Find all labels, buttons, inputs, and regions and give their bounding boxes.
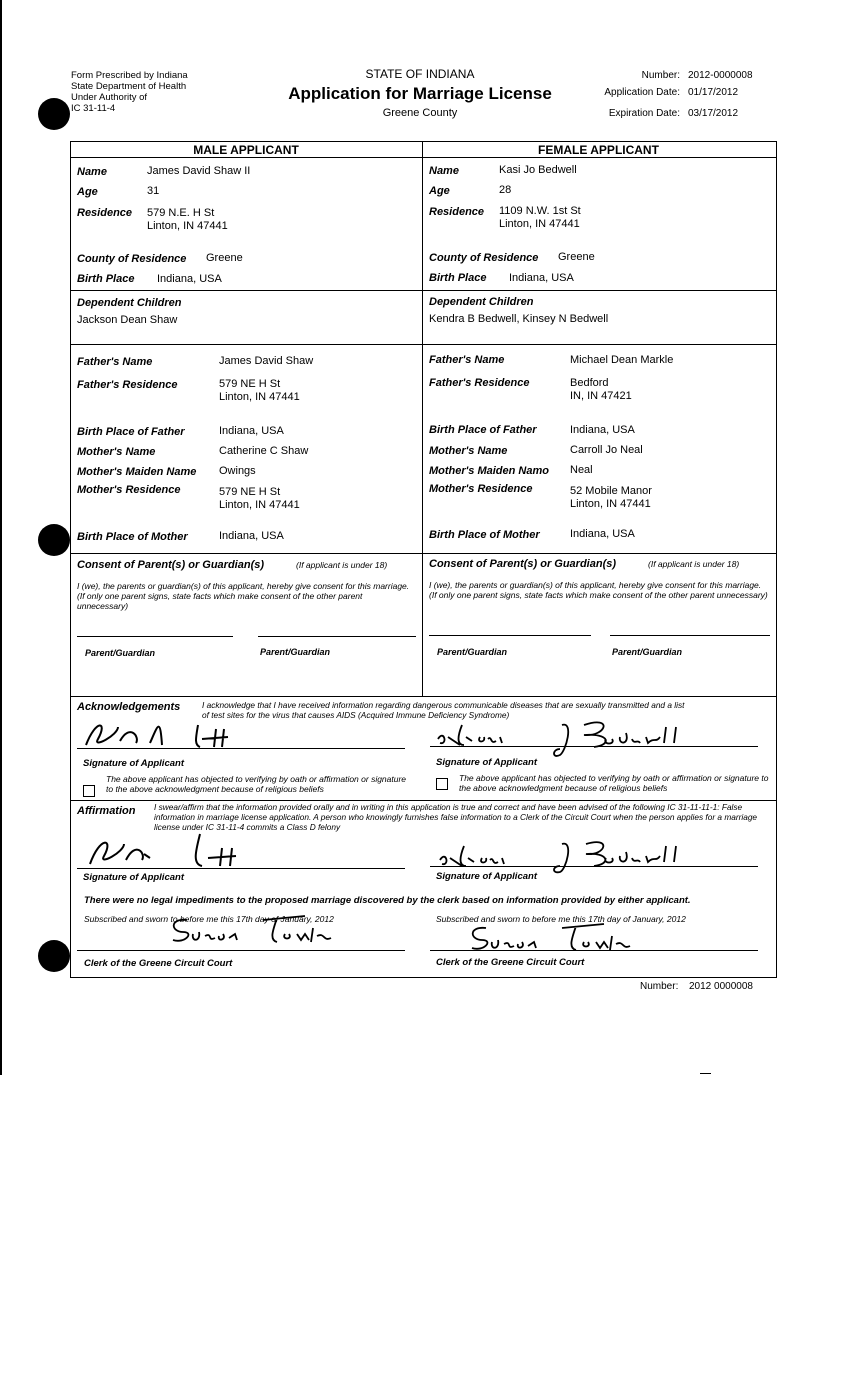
section-divider-3	[70, 553, 776, 554]
section-divider-1	[70, 290, 776, 291]
female-consent-text: I (we), the parents or guardian(s) of this applicant, hereby give consent for this marriage. (If only one parent signs, state facts which make consent of the other parent unnecessary)	[429, 580, 768, 600]
female-ack-sig-label: Signature of Applicant	[436, 757, 537, 768]
county-name: Greene County	[382, 107, 458, 119]
app-date-label: Application Date:	[604, 87, 680, 98]
male-consent-text: I (we), the parents or guardian(s) of this applicant, hereby give consent for this marriage. (If only one parent signs, state facts which make consent of the other parent unnecessary)	[77, 581, 410, 611]
female-birth-father-label: Birth Place of Father	[429, 424, 537, 436]
female-parent-line-1	[429, 635, 591, 636]
male-father-res-label: Father's Residence	[77, 379, 178, 391]
female-consent-label: Consent of Parent(s) or Guardian(s)	[429, 558, 617, 570]
male-mother-name-value: Catherine C Shaw	[219, 445, 309, 457]
male-father-res-line-1: 579 NE H St	[219, 378, 281, 390]
male-affirm-sig-label: Signature of Applicant	[83, 872, 184, 883]
female-clerk-label: Clerk of the Greene Circuit Court	[436, 957, 585, 968]
female-father-res-line-2: IN, IN 47421	[570, 390, 632, 402]
female-subscribed-text: Subscribed and sworn to before me this 17th day of January, 2012	[436, 914, 686, 924]
male-affirm-sig-line	[77, 868, 405, 869]
female-mother-res-line-2: Linton, IN 47441	[570, 498, 651, 510]
female-dependent-label: Dependent Children	[429, 296, 534, 308]
stray-mark	[700, 1073, 711, 1074]
female-father-name-label: Father's Name	[429, 354, 505, 366]
female-affirm-sig-label: Signature of Applicant	[436, 871, 537, 882]
male-parent-line-2	[258, 636, 416, 637]
female-county-value: Greene	[558, 251, 595, 263]
male-mother-maiden-value: Owings	[219, 465, 256, 477]
female-county-label: County of Residence	[429, 252, 539, 264]
female-affirm-sig-line	[430, 866, 758, 867]
male-ack-sig-label: Signature of Applicant	[83, 758, 184, 769]
number-label: Number:	[641, 70, 680, 81]
affirmation-label: Affirmation	[77, 805, 136, 817]
male-ack-sig-line	[77, 748, 405, 749]
male-mother-res-label: Mother's Residence	[77, 484, 181, 496]
footer-number-value: 2012 0000008	[689, 981, 753, 992]
ack-text-line-1: I acknowledge that I have received information regarding dangerous communicable diseases that are sexually transmitted and a list	[202, 700, 685, 710]
male-mother-res-line-1: 579 NE H St	[219, 486, 281, 498]
section-divider-4	[70, 696, 776, 697]
male-age-label: Age	[77, 186, 98, 198]
female-residence-line-2: Linton, IN 47441	[499, 218, 580, 230]
prescribed-line-4: IC 31-11-4	[71, 103, 116, 114]
female-objected-checkbox[interactable]	[436, 778, 448, 790]
male-mother-res-line-2: Linton, IN 47441	[219, 499, 300, 511]
male-birthplace-value: Indiana, USA	[157, 273, 222, 285]
male-age-value: 31	[147, 185, 160, 197]
female-name-label: Name	[429, 165, 459, 177]
exp-date-value: 03/17/2012	[688, 108, 739, 119]
female-parent-guardian-2: Parent/Guardian	[612, 647, 683, 657]
female-residence-label: Residence	[429, 206, 485, 218]
affirmation-text: I swear/affirm that the information provided orally and in writing in this application is true and correct and have been advised of the following IC 31-11-11-1: False information in marriage license application. A person who knowingly furnishes false information to a Clerk of the Circuit Court when the person applies for a marriage license under IC 31-11-4 commits a Class D felony	[154, 802, 758, 832]
male-residence-line-1: 579 N.E. H St	[147, 207, 215, 219]
male-mother-name-label: Mother's Name	[77, 446, 156, 458]
male-county-value: Greene	[206, 252, 243, 264]
state-name: STATE OF INDIANA	[365, 67, 475, 81]
prescribed-line-1: Form Prescribed by Indiana	[71, 70, 188, 81]
male-clerk-sig-line	[77, 950, 405, 951]
male-parent-guardian-2: Parent/Guardian	[260, 647, 331, 657]
female-mother-maiden-value: Neal	[570, 464, 593, 476]
number-value: 2012-0000008	[688, 70, 753, 81]
male-dependent-value: Jackson Dean Shaw	[77, 314, 178, 326]
male-name-label: Name	[77, 166, 107, 178]
ack-text-line-2: of test sites for the virus that causes AIDS (Acquired Immune Deficiency Syndrome)	[202, 710, 510, 720]
male-birth-mother-label: Birth Place of Mother	[77, 531, 188, 543]
female-ack-sig-line	[430, 746, 758, 747]
male-mother-maiden-label: Mother's Maiden Name	[77, 466, 197, 478]
female-birthplace-value: Indiana, USA	[509, 272, 574, 284]
male-father-name-value: James David Shaw	[219, 355, 314, 367]
male-consent-label: Consent of Parent(s) or Guardian(s)	[77, 559, 265, 571]
section-divider-5	[70, 800, 776, 801]
prescribed-line-3: Under Authority of	[71, 92, 148, 103]
female-under18-note: (If applicant is under 18)	[648, 559, 740, 569]
male-clerk-label: Clerk of the Greene Circuit Court	[84, 958, 233, 969]
male-subscribed-text: Subscribed and sworn to before me this 17th day of January, 2012	[84, 914, 334, 924]
punch-hole-bottom	[38, 940, 70, 972]
female-birthplace-label: Birth Place	[429, 272, 487, 284]
prescribed-line-2: State Department of Health	[71, 81, 187, 92]
female-heading: FEMALE APPLICANT	[538, 143, 659, 157]
punch-hole-top	[38, 98, 70, 130]
male-residence-line-2: Linton, IN 47441	[147, 220, 228, 232]
female-age-label: Age	[429, 185, 450, 197]
male-birth-father-label: Birth Place of Father	[77, 426, 185, 438]
footer-number-label: Number:	[640, 981, 679, 992]
male-birth-father-value: Indiana, USA	[219, 425, 284, 437]
male-birthplace-label: Birth Place	[77, 273, 135, 285]
male-objected-checkbox[interactable]	[83, 785, 95, 797]
female-father-name-value: Michael Dean Markle	[570, 354, 674, 366]
female-mother-maiden-label: Mother's Maiden Namo	[429, 465, 549, 477]
female-dependent-value: Kendra B Bedwell, Kinsey N Bedwell	[429, 313, 609, 325]
female-residence-line-1: 1109 N.W. 1st St	[499, 205, 581, 217]
male-under18-note: (If applicant is under 18)	[296, 560, 388, 570]
scan-edge-line	[0, 0, 2, 1075]
female-name-value: Kasi Jo Bedwell	[499, 164, 577, 176]
female-parent-guardian-1: Parent/Guardian	[437, 647, 508, 657]
male-county-label: County of Residence	[77, 253, 187, 265]
female-age-value: 28	[499, 184, 512, 196]
male-parent-line-1	[77, 636, 233, 637]
female-mother-name-label: Mother's Name	[429, 445, 508, 457]
exp-date-label: Expiration Date:	[608, 108, 680, 119]
male-father-name-label: Father's Name	[77, 356, 153, 368]
female-affirm-signature	[436, 832, 706, 874]
male-heading: MALE APPLICANT	[193, 143, 299, 157]
female-clerk-sig-line	[430, 950, 758, 951]
female-parent-line-2	[610, 635, 770, 636]
female-birth-mother-label: Birth Place of Mother	[429, 529, 540, 541]
app-date-value: 01/17/2012	[688, 87, 739, 98]
male-birth-mother-value: Indiana, USA	[219, 530, 284, 542]
section-divider-2	[70, 344, 776, 345]
prescribed-by	[71, 70, 188, 114]
column-divider	[422, 141, 423, 696]
male-father-res-line-2: Linton, IN 47441	[219, 391, 300, 403]
no-impediments-text: There were no legal impediments to the proposed marriage discovered by the clerk based on information provided by either applicant.	[84, 895, 691, 906]
male-clerk-signature	[165, 910, 345, 948]
female-father-res-line-1: Bedford	[570, 377, 609, 389]
male-parent-guardian-1: Parent/Guardian	[85, 648, 156, 658]
female-birth-father-value: Indiana, USA	[570, 424, 635, 436]
male-name-value: James David Shaw II	[147, 165, 251, 177]
ack-label: Acknowledgements	[77, 701, 181, 713]
male-dependent-label: Dependent Children	[77, 297, 182, 309]
female-objected-text: The above applicant has objected to verifying by oath or affirmation or signature to the above acknowledgment because of religious beliefs	[459, 773, 769, 793]
female-birth-mother-value: Indiana, USA	[570, 528, 635, 540]
female-father-res-label: Father's Residence	[429, 377, 530, 389]
male-objected-text: The above applicant has objected to verifying by oath or affirmation or signature to the above acknowledgment because of religious beliefs	[106, 774, 407, 794]
page-title: Application for Marriage License	[288, 84, 552, 103]
female-mother-name-value: Carroll Jo Neal	[570, 444, 643, 456]
female-mother-res-line-1: 52 Mobile Manor	[570, 485, 652, 497]
punch-hole-middle	[38, 524, 70, 556]
heading-divider	[70, 157, 776, 158]
female-mother-res-label: Mother's Residence	[429, 483, 533, 495]
male-residence-label: Residence	[77, 207, 133, 219]
